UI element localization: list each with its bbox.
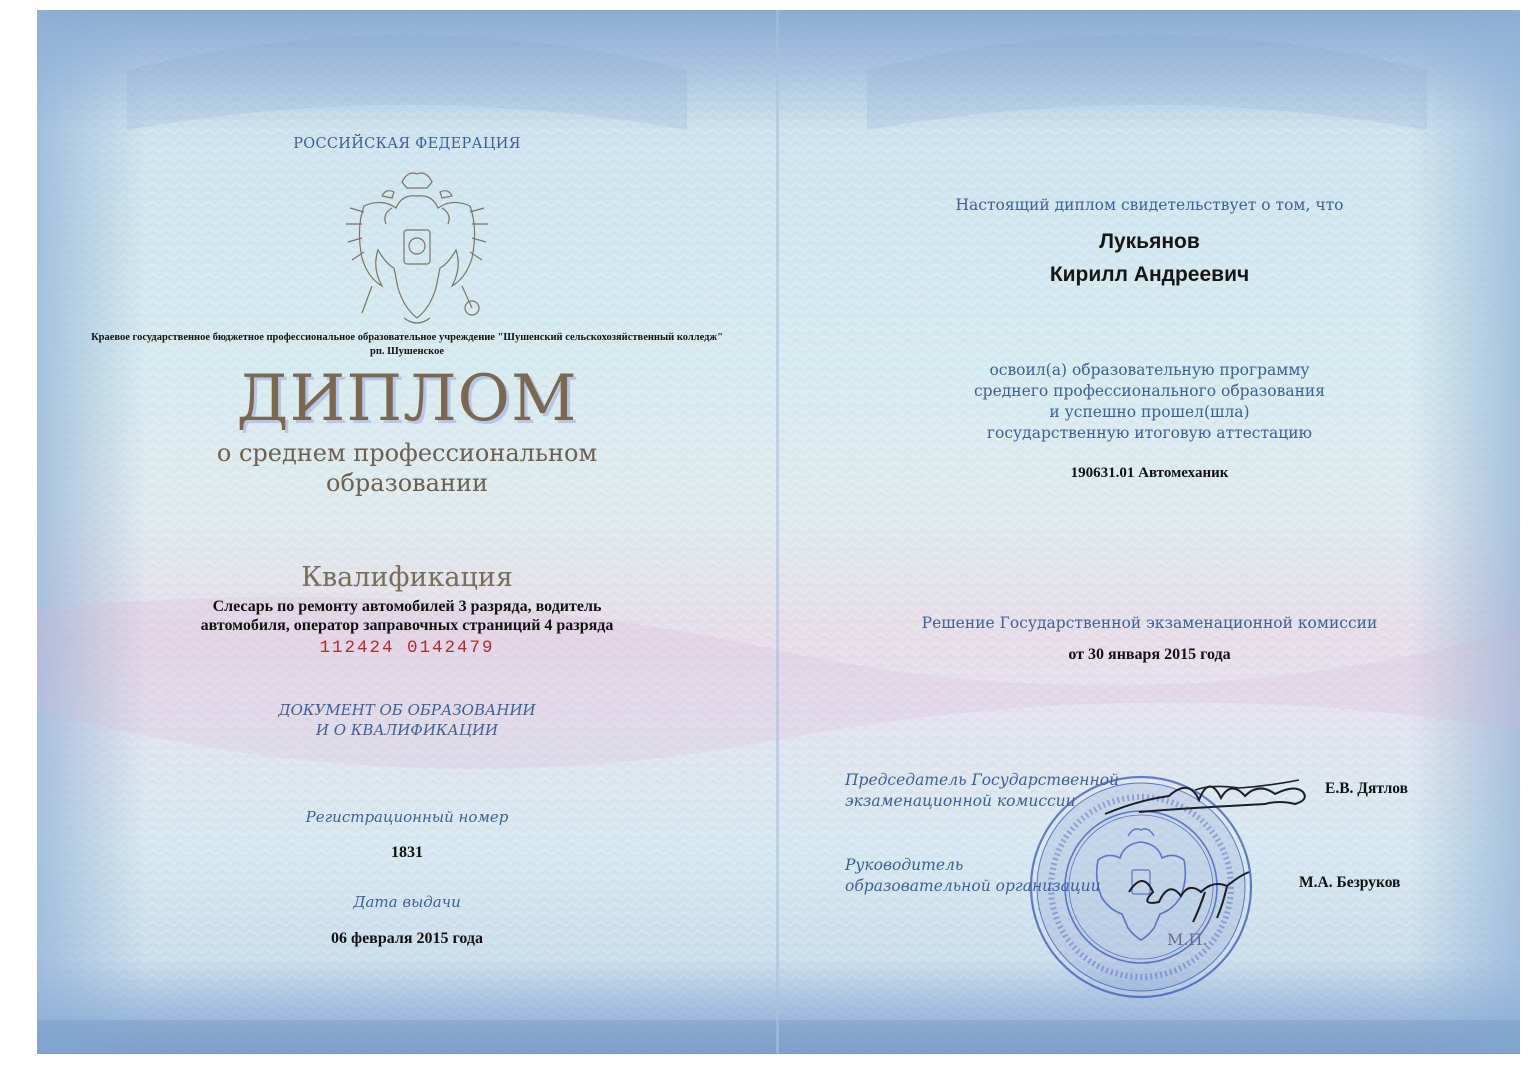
decision-date: от 30 января 2015 года: [1068, 646, 1231, 663]
subtitle-line: о среднем профессиональном: [216, 439, 598, 467]
commission-chair-role: [845, 770, 1119, 812]
graduate-surname: Лукьянов: [1099, 230, 1200, 253]
commission-chair-name: Е.В. Дятлов: [1325, 780, 1409, 797]
chair-signature-icon: [1099, 770, 1329, 820]
document-type: [37, 700, 777, 740]
commission-decision: Решение Государственной экзаменационной комиссии: [921, 614, 1378, 632]
role-line: экзаменационной комиссии: [845, 792, 1076, 810]
role-line: образовательной организации: [845, 877, 1101, 895]
program-line: и успешно прошел(шла): [1049, 403, 1250, 421]
program-line: среднего профессионального образования: [973, 382, 1326, 400]
institution-name: Краевое государственное бюджетное профессиональное образовательное учреждение "Шушенский сельскохозяйственный колледж": [91, 332, 723, 343]
diploma-sheet: [37, 10, 1520, 1054]
certify-statement: Настоящий диплом свидетельствует о том, что: [955, 196, 1344, 214]
head-signature-icon: [1109, 862, 1259, 924]
qualification-heading: Квалификация: [301, 562, 513, 593]
country-name: РОССИЙСКАЯ ФЕДЕРАЦИЯ: [293, 136, 521, 152]
qualification-text: [37, 597, 777, 635]
program-line: государственную итоговую аттестацию: [986, 424, 1313, 442]
russian-coat-of-arms-icon: [342, 168, 492, 333]
program-line: освоил(а) образовательную программу: [989, 361, 1310, 379]
organization-head-role: [845, 855, 1101, 897]
serial-number: 112424 0142479: [319, 638, 495, 658]
registration-number-label: Регистрационный номер: [305, 808, 509, 826]
diploma-subtitle: [37, 438, 777, 498]
issue-date: 06 февраля 2015 года: [331, 930, 483, 947]
qualification-value: Слесарь по ремонту автомобилей 3 разряда, водитель автомобиля, оператор заправочных страниций 4 разряда: [200, 598, 614, 634]
left-page: [37, 10, 777, 1054]
role-line: Руководитель: [845, 856, 964, 874]
subtitle-line: образовании: [326, 469, 488, 497]
program-statement: [779, 360, 1520, 444]
role-line: Председатель Государственной: [845, 771, 1120, 789]
institution-location: рп. Шушенское: [370, 346, 444, 357]
document-type-line: ДОКУМЕНТ ОБ ОБРАЗОВАНИИ: [278, 701, 536, 719]
organization-head-name: М.А. Безруков: [1299, 874, 1401, 891]
right-page: [779, 10, 1520, 1054]
registration-number: 1831: [391, 844, 423, 861]
specialty: 190631.01 Автомеханик: [1070, 465, 1229, 481]
diploma-title: ДИПЛОМ: [236, 362, 578, 436]
graduate-given-names: Кирилл Андреевич: [1049, 263, 1250, 286]
document-type-line: И О КВАЛИФИКАЦИИ: [315, 721, 499, 739]
seal-place-mark: М.П.: [1167, 930, 1208, 949]
issue-date-label: Дата выдачи: [353, 893, 461, 911]
